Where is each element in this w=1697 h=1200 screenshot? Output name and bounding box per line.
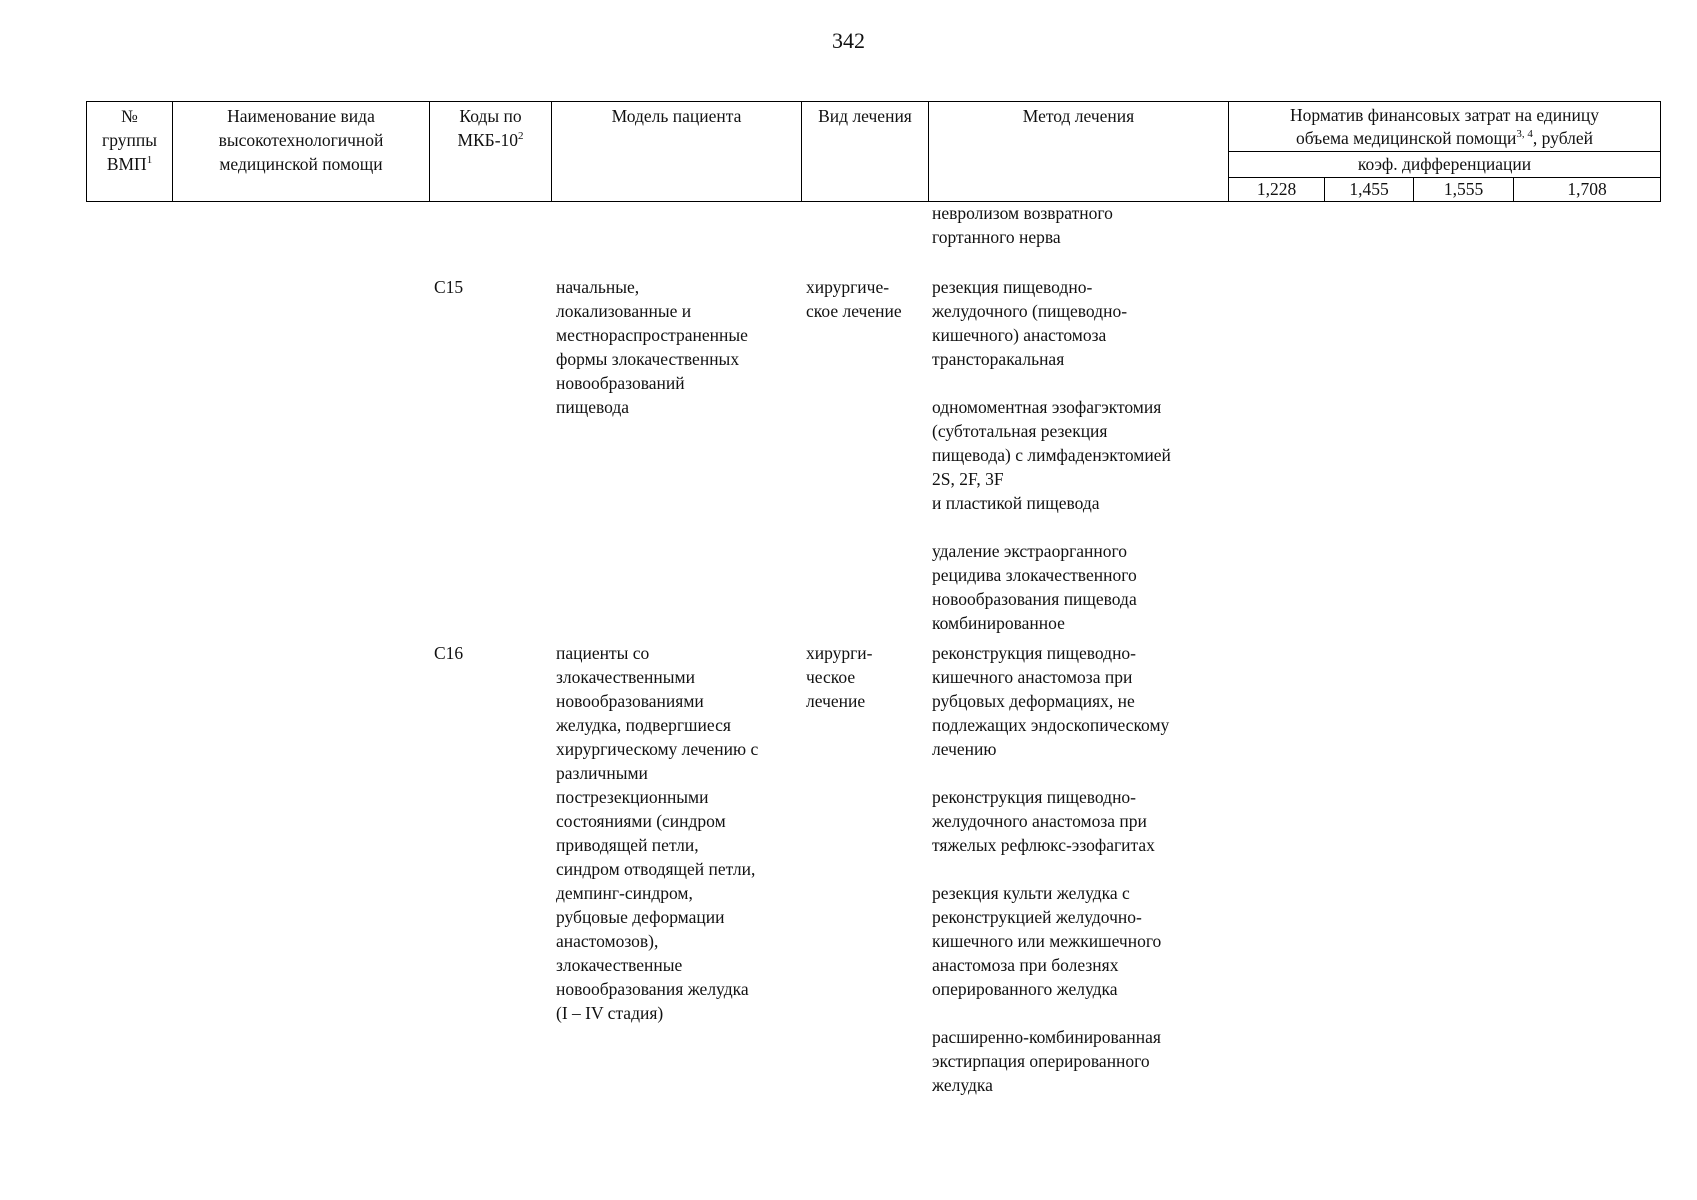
header-group-number [86,101,173,202]
header-patient-model: Модель пациента [551,101,802,202]
header-coefficient: коэф. дифференциации [1228,151,1661,178]
coef-4: 1,708 [1513,177,1661,202]
method-item: одномоментная эзофагэктомия (субтотальная резекция пищевода) с лимфаденэктомией 2S, 2F, 3F и пластикой пищевода [932,397,1171,513]
coef-3: 1,555 [1413,177,1514,202]
header-financial-norm-text: объема медицинской помощи [1295,128,1517,148]
patient-model: пациенты со злокачественными новообразованиями желудка, подвергшиеся хирургическому лечению с различными пострезекционными состояниями (синдром приводящей петли, синдром отводящей петли, демпинг-синдром, рубцовые деформации анастомозов), злокачественные новообразования желудка (I – IV стадия) [556,643,759,1023]
header-icd-codes-text: Коды по МКБ-10 [457,106,522,150]
patient-model: начальные, локализованные и местнораспространенные формы злокачественных новообразований пищевода [556,277,748,417]
method-item: резекция пищеводно- желудочного (пищеводно- кишечного) анастомоза трансторакальная [932,277,1128,369]
icd-code: C15 [434,277,464,297]
header-group-number-text: № группы ВМП [102,106,157,174]
header-treatment-type: Вид лечения [801,101,929,202]
method-item: реконструкция пищеводно- желудочного анастомоза при тяжелых рефлюкс-эзофагитах [932,787,1155,855]
treatment-type: хирургиче- ское лечение [806,277,902,321]
page-number: 342 [832,28,865,53]
header-icd-codes [429,101,552,202]
icd-code: C16 [434,643,464,663]
method-item: реконструкция пищеводно- кишечного анастомоза при рубцовых деформациях, не подлежащих эндоскопическому лечению [932,643,1170,759]
header-financial-norm-line2 [1229,127,1660,150]
coef-2: 1,455 [1324,177,1414,202]
footnote-3-4: 3, 4 [1516,128,1533,141]
header-financial-norm [1228,101,1661,152]
method-continuation: невролизом возвратного гортанного нерва [932,203,1113,247]
treatment-methods [932,641,1232,1097]
method-item: резекция культи желудка с реконструкцией желудочно- кишечного или межкишечного анастомоза при болезнях оперированного желудка [932,883,1162,999]
method-item: расширенно-комбинированная экстирпация оперированного желудка [932,1027,1161,1095]
header-financial-norm-line1: Норматив финансовых затрат на единицу [1290,105,1599,125]
treatment-methods [932,275,1232,635]
footnote-2: 2 [518,130,524,143]
header-care-name: Наименование вида высокотехнологичной медицинской помощи [172,101,430,202]
header-financial-norm-unit: , рублей [1532,128,1594,148]
header-treatment-method: Метод лечения [928,101,1229,202]
coef-1: 1,228 [1228,177,1325,202]
method-item: удаление экстраорганного рецидива злокачественного новообразования пищевода комбинированное [932,541,1137,633]
treatment-type: хирурги- ческое лечение [806,643,873,711]
footnote-1: 1 [146,154,153,167]
